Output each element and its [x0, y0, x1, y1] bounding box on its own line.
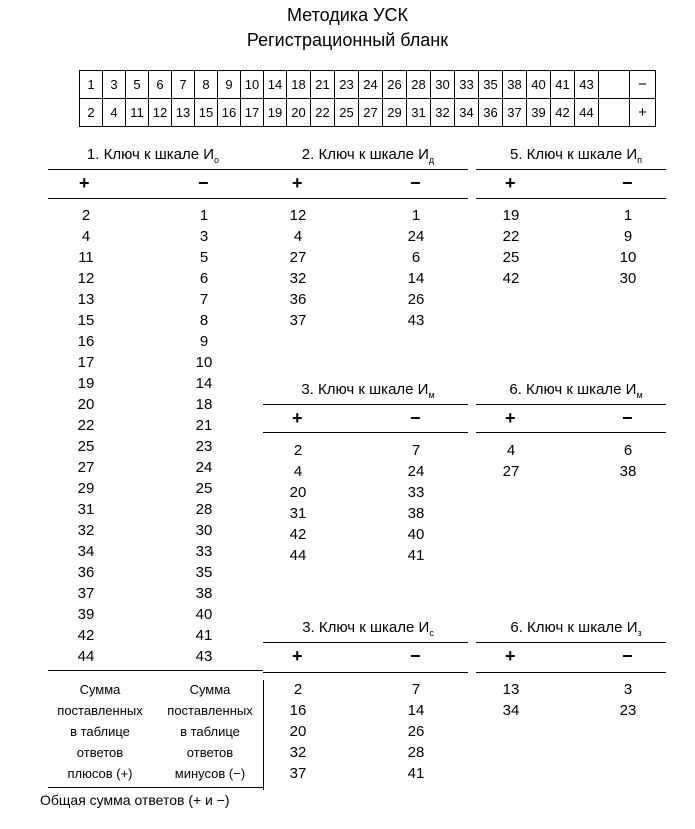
value-cell: 28 — [407, 744, 425, 761]
value-cell: в таблице — [180, 724, 240, 739]
minus-sum-caption — [150, 679, 270, 784]
minus-column — [396, 205, 436, 331]
value-cell: 14 — [195, 375, 213, 392]
page-subtitle: Регистрационный бланк — [246, 30, 449, 50]
grid-cell: 15 — [195, 99, 218, 127]
value-cell: 4 — [293, 463, 303, 480]
value-cell: 4 — [293, 228, 303, 245]
value-cell: ответов — [186, 745, 234, 760]
plus-header: + — [292, 646, 303, 666]
value-cell: 41 — [407, 765, 425, 782]
minus-header: − — [622, 646, 633, 666]
value-cell: 20 — [289, 484, 307, 501]
value-cell: 44 — [289, 547, 307, 564]
minus-column — [608, 440, 648, 482]
value-cell: 28 — [195, 501, 213, 518]
grid-cell: 6 — [149, 71, 172, 99]
grid-cell — [599, 99, 630, 127]
plus-header: + — [505, 173, 516, 193]
value-cell: Сумма — [189, 682, 231, 697]
grid-cell: 35 — [479, 71, 503, 99]
minus-column — [608, 205, 648, 289]
grid-cell: 22 — [311, 99, 335, 127]
grid-cell: 1 — [80, 71, 103, 99]
value-cell: 20 — [289, 723, 307, 740]
value-cell: 33 — [195, 543, 213, 560]
grid-cell: 33 — [455, 71, 479, 99]
grid-cell: 19 — [264, 99, 287, 127]
value-cell: 37 — [289, 765, 307, 782]
value-cell: 10 — [195, 354, 213, 371]
grid-cell: 23 — [335, 71, 359, 99]
section-title: 6. Ключ к шкале $И_м$ — [509, 381, 643, 400]
value-cell: 33 — [407, 484, 425, 501]
answer-grid-row-minus — [80, 71, 656, 99]
value-cell: 24 — [407, 463, 425, 480]
section-title: 3. Ключ к шкале $И_м$ — [301, 381, 435, 400]
value-cell: 7 — [411, 442, 421, 459]
value-cell: 12 — [77, 270, 95, 287]
plus-column — [491, 205, 531, 289]
value-cell: 20 — [77, 396, 95, 413]
value-cell: 13 — [502, 681, 520, 698]
value-cell: 42 — [289, 526, 307, 543]
value-cell: 11 — [78, 249, 94, 266]
section-title: 2. Ключ к шкале $И_д$ — [301, 146, 435, 165]
value-cell: 36 — [289, 291, 307, 308]
grid-cell: + — [630, 99, 656, 127]
grid-cell: 29 — [383, 99, 407, 127]
grid-cell: 28 — [407, 71, 431, 99]
grid-cell: 4 — [103, 99, 126, 127]
value-cell: 12 — [289, 207, 307, 224]
plus-column — [491, 679, 531, 721]
grid-cell: 38 — [503, 71, 527, 99]
value-cell: 3 — [623, 681, 633, 698]
value-cell: 1 — [623, 207, 633, 224]
grid-cell: 8 — [195, 71, 218, 99]
grid-cell: 10 — [241, 71, 264, 99]
grid-cell: 37 — [503, 99, 527, 127]
minus-header: − — [198, 173, 209, 193]
value-cell: 41 — [195, 627, 213, 644]
value-cell: 19 — [502, 207, 520, 224]
value-cell: 8 — [199, 312, 209, 329]
grid-cell: 32 — [431, 99, 455, 127]
plus-column — [278, 205, 318, 331]
value-cell: 32 — [77, 522, 95, 539]
plus-column — [66, 205, 106, 667]
grid-cell: 16 — [218, 99, 241, 127]
plus-header: + — [79, 173, 90, 193]
minus-column — [608, 679, 648, 721]
plus-sum-caption — [40, 679, 160, 784]
plus-header: + — [292, 408, 303, 428]
value-cell: 14 — [407, 270, 425, 287]
grid-cell: 21 — [311, 71, 335, 99]
value-cell: 38 — [619, 463, 637, 480]
value-cell: в таблице — [70, 724, 130, 739]
value-cell: 29 — [77, 480, 95, 497]
value-cell: поставленных — [167, 703, 253, 718]
page-title: Методика УСК — [286, 5, 409, 25]
grid-cell: 3 — [103, 71, 126, 99]
value-cell: 1 — [199, 207, 209, 224]
value-cell: 23 — [195, 438, 213, 455]
value-cell: 44 — [77, 648, 95, 665]
grid-cell: 14 — [264, 71, 287, 99]
grid-cell: 41 — [551, 71, 575, 99]
value-cell: 18 — [195, 396, 213, 413]
value-cell: 1 — [411, 207, 421, 224]
value-cell: 25 — [77, 438, 95, 455]
value-cell: 22 — [77, 417, 95, 434]
value-cell: 16 — [77, 333, 95, 350]
value-cell: 40 — [195, 606, 213, 623]
value-cell: 4 — [506, 442, 516, 459]
value-cell: 41 — [407, 547, 425, 564]
value-cell: 24 — [407, 228, 425, 245]
value-cell: 17 — [77, 354, 95, 371]
value-cell: 10 — [619, 249, 637, 266]
minus-header: − — [410, 408, 421, 428]
value-cell: 6 — [623, 442, 633, 459]
value-cell: 38 — [407, 505, 425, 522]
value-cell: 14 — [407, 702, 425, 719]
value-cell: 24 — [195, 459, 213, 476]
minus-header: − — [622, 173, 633, 193]
value-cell: 23 — [619, 702, 637, 719]
minus-column — [396, 440, 436, 566]
value-cell: 43 — [195, 648, 213, 665]
minus-header: − — [410, 646, 421, 666]
value-cell: 27 — [502, 463, 520, 480]
grid-cell: 39 — [527, 99, 551, 127]
value-cell: 34 — [502, 702, 520, 719]
value-cell: 6 — [411, 249, 421, 266]
value-cell: 42 — [77, 627, 95, 644]
value-cell: 25 — [502, 249, 520, 266]
value-cell: 9 — [199, 333, 209, 350]
value-cell: 31 — [77, 501, 95, 518]
plus-header: + — [505, 646, 516, 666]
grid-cell: 18 — [287, 71, 311, 99]
grid-cell: 36 — [479, 99, 503, 127]
value-cell: 9 — [623, 228, 633, 245]
value-cell: Сумма — [79, 682, 121, 697]
value-cell: 30 — [619, 270, 637, 287]
grid-cell: − — [630, 71, 656, 99]
value-cell: 16 — [289, 702, 307, 719]
value-cell: 26 — [407, 291, 425, 308]
grid-cell: 34 — [455, 99, 479, 127]
answer-grid — [79, 70, 656, 127]
plus-column — [278, 440, 318, 566]
value-cell: 35 — [195, 564, 213, 581]
value-cell: 36 — [77, 564, 95, 581]
minus-column — [396, 679, 436, 784]
grid-cell: 17 — [241, 99, 264, 127]
grid-cell: 26 — [383, 71, 407, 99]
value-cell: 32 — [289, 270, 307, 287]
value-cell: 5 — [199, 249, 209, 266]
value-cell: 27 — [289, 249, 307, 266]
value-cell: 25 — [195, 480, 213, 497]
value-cell: 37 — [77, 585, 95, 602]
minus-header: − — [622, 408, 633, 428]
value-cell: ответов — [76, 745, 124, 760]
minus-column — [184, 205, 224, 667]
grid-cell — [599, 71, 630, 99]
plus-header: + — [505, 408, 516, 428]
plus-column — [278, 679, 318, 784]
grid-cell: 30 — [431, 71, 455, 99]
section-title: 6. Ключ к шкале $И_з$ — [510, 619, 642, 638]
grid-cell: 27 — [359, 99, 383, 127]
value-cell: 39 — [77, 606, 95, 623]
grid-cell: 11 — [126, 99, 149, 127]
value-cell: плюсов (+) — [67, 766, 133, 781]
value-cell: минусов (−) — [174, 766, 246, 781]
value-cell: 7 — [199, 291, 209, 308]
value-cell: 2 — [293, 442, 303, 459]
value-cell: 30 — [195, 522, 213, 539]
grid-cell: 31 — [407, 99, 431, 127]
answer-grid-row-plus — [80, 99, 656, 127]
value-cell: 31 — [289, 505, 307, 522]
minus-header: − — [410, 173, 421, 193]
grid-cell: 9 — [218, 71, 241, 99]
section-title: 1. Ключ к шкале $И_о$ — [86, 146, 220, 165]
value-cell: 40 — [407, 526, 425, 543]
value-cell: 43 — [407, 312, 425, 329]
value-cell: 26 — [407, 723, 425, 740]
value-cell: 2 — [81, 207, 91, 224]
value-cell: 13 — [77, 291, 95, 308]
grid-cell: 40 — [527, 71, 551, 99]
value-cell: 19 — [77, 375, 95, 392]
value-cell: 38 — [195, 585, 213, 602]
section-title: 5. Ключ к шкале $И_п$ — [510, 146, 642, 165]
grid-cell: 25 — [335, 99, 359, 127]
value-cell: поставленных — [57, 703, 143, 718]
grid-cell: 13 — [172, 99, 195, 127]
value-cell: 27 — [77, 459, 95, 476]
grid-cell: 42 — [551, 99, 575, 127]
value-cell: 3 — [199, 228, 209, 245]
total-sum-caption: Общая сумма ответов (+ и −) — [40, 792, 230, 808]
section-title: 3. Ключ к шкале $И_с$ — [302, 619, 434, 638]
value-cell: 32 — [289, 744, 307, 761]
value-cell: 21 — [195, 417, 213, 434]
value-cell: 6 — [199, 270, 209, 287]
value-cell: 42 — [502, 270, 520, 287]
grid-cell: 24 — [359, 71, 383, 99]
grid-cell: 44 — [575, 99, 599, 127]
value-cell: 15 — [77, 312, 95, 329]
grid-cell: 20 — [287, 99, 311, 127]
grid-cell: 5 — [126, 71, 149, 99]
value-cell: 34 — [77, 543, 95, 560]
grid-cell: 7 — [172, 71, 195, 99]
plus-column — [491, 440, 531, 482]
grid-cell: 2 — [80, 99, 103, 127]
grid-cell: 12 — [149, 99, 172, 127]
value-cell: 22 — [502, 228, 520, 245]
grid-cell: 43 — [575, 71, 599, 99]
value-cell: 7 — [411, 681, 421, 698]
value-cell: 37 — [289, 312, 307, 329]
value-cell: 4 — [81, 228, 91, 245]
plus-header: + — [292, 173, 303, 193]
value-cell: 2 — [293, 681, 303, 698]
